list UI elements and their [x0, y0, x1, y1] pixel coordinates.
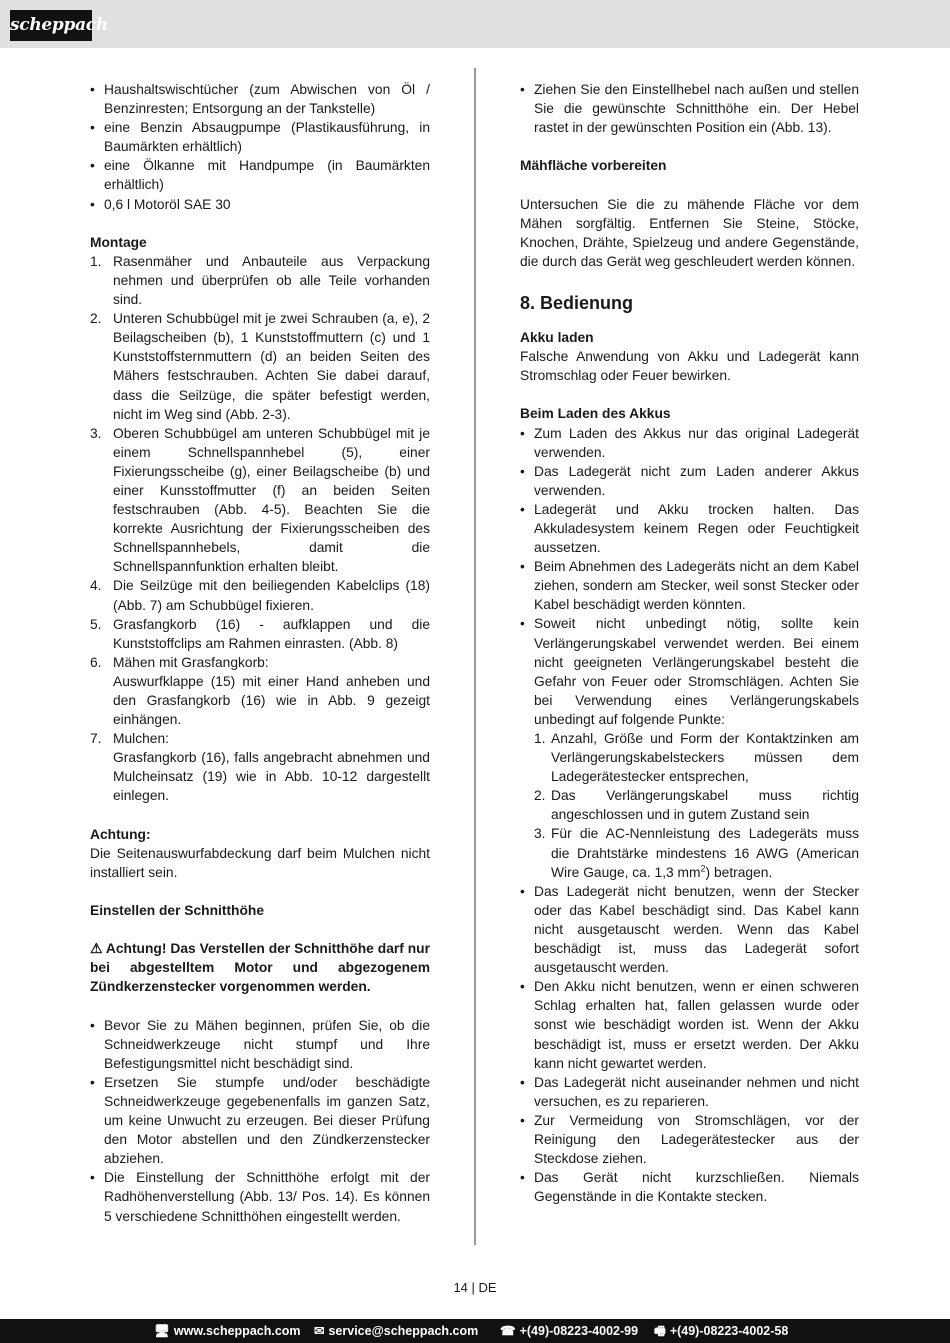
list-item: • Zum Laden des Akkus nur das original Ladegerät verwenden.	[520, 424, 859, 462]
footer-website[interactable]: 🖥 www.scheppach.com	[154, 1319, 301, 1343]
list-item: • Beim Abnehmen des Ladegeräts nicht an dem Kabel ziehen, sondern am Stecker, weil sonst Stecker oder Kabel beschädigt werden könnten.	[520, 557, 859, 614]
list-item: 4. Die Seilzüge mit den beiliegenden Kabelclips (18) (Abb. 7) am Schubbügel fixieren.	[90, 578, 430, 613]
list-item: 5. Grasfangkorb (16) - aufklappen und die Kunststoffclips am Rahmen einrasten. (Abb. 8)	[90, 616, 430, 651]
list-item: • Das Gerät nicht kurzschließen. Niemals Gegenstände in die Kontakte stecken.	[520, 1168, 859, 1206]
footer-phone: ☎ +(49)-08223-4002-99	[500, 1319, 638, 1343]
list-item: 1. Anzahl, Größe und Form der Kontaktzinken am Verlängerungskabelsteckers müssen dem Ladegerätestecker entsprechen,	[534, 731, 859, 785]
list-item: • Den Akku nicht benutzen, wenn er einen schweren Schlag erhalten hat, fallen gelassen wurde oder sonst wie beschädigt worden ist. Wenn der Akku beschädigt ist, muss er ersetzt werden. Der Akku kann nicht gewartet werden.	[520, 977, 859, 1072]
schnitthoehe-bullet-list	[90, 1016, 430, 1226]
warning-note: ⚠ Achtung! Das Verstellen der Schnitthöhe darf nur bei abgestelltem Motor und abgezogenem Zündkerzenstecker vorgenommen werden.	[90, 941, 430, 995]
list-item: • Soweit nicht unbedingt nötig, sollte kein Verlängerungskabel verwendet werden. Bei einem nicht geeigneten Verlängerungskabel besteht die Gefahr von Feuer oder Stromschlägen. Achten Sie bei Verwendung eines Verlängerungskabels unbedingt auf folgende Punkte: 1. Anzahl, Größe und Form der Kontaktzinken am Verlängerungskabelsteckers müssen dem Ladegerätestecker entsprechen, 2. Das Verlängerungskabel muss richtig angeschlossen und in gutem Zustand sein 3. Für die AC-Nennleistung des Ladegeräts muss die Drahtstärke mindestens 16 AWG (American Wire Gauge, ca. 1,3 $mm^2$) betragen.	[520, 614, 859, 881]
extension-cable-points	[534, 729, 859, 882]
page-number: 14 | DE	[453, 1280, 497, 1295]
laden-bullet-list	[520, 424, 859, 1207]
laden-heading: Beim Laden des Akkus	[520, 406, 671, 422]
footer-fax: 🖷 +(49)-08223-4002-58	[654, 1319, 788, 1343]
list-item: • Ersetzen Sie stumpfe und/oder beschädigte Schneidwerkzeuge gegebenenfalls im ganzen Satz, um keine Unwucht zu erzeugen. Bei dieser Prüfung den Motor abstellen und den Zündkerzenstecker abziehen.	[90, 1073, 430, 1168]
montage-heading: Montage	[90, 234, 147, 250]
list-item: 3. Oberen Schubbügel am unteren Schubbügel mit je einem Schnellspannhebel (5), einer Fixierungsscheibe (g), einer Beilagscheibe (b) und einer Kunsstoffmutter (f) an beiden Seiten festschrauben (Abb. 4-5). Beachten Sie die korrekte Ausrichtung der Fixierungsscheiben des Schnellspannhebels, damit die Schnellspannfunktion erhalten bleibt.	[90, 425, 430, 575]
list-item: 6. Mähen mit Grasfangkorb: Auswurfklappe (15) mit einer Hand anheben und den Grasfangkorb (16) wie in Abb. 9 gezeigt einhängen.	[90, 654, 430, 728]
warning-icon: ⚠	[90, 941, 103, 957]
top-bullet-list	[520, 80, 859, 137]
list-item: 1. Rasenmäher und Anbauteile aus Verpackung nehmen und überprüfen ob alle Teile vorhanden sind.	[90, 253, 430, 308]
achtung-heading: Achtung:	[90, 826, 151, 842]
brand-logo: scheppach	[10, 10, 92, 41]
akku-text: Falsche Anwendung von Akku und Ladegerät kann Stromschlag oder Feuer bewirken.	[520, 349, 859, 384]
footer-bar	[0, 1319, 950, 1343]
list-item: 7. Mulchen: Grasfangkorb (16), falls angebracht abnehmen und Mulcheinsatz (19) wie in Abb. 10-12 dargestellt einlegen.	[90, 731, 430, 804]
column-divider	[474, 68, 476, 1245]
phone-icon: ☎	[500, 1324, 516, 1338]
list-item: • Zur Vermeidung von Stromschlägen, vor der Reinigung den Ladegerätestecker aus der Steckdose ziehen.	[520, 1111, 859, 1168]
left-column	[90, 80, 430, 1226]
akku-heading: Akku laden	[520, 330, 594, 346]
right-column	[520, 80, 859, 1206]
monitor-icon: 🖥	[154, 1324, 170, 1338]
list-item: 3. Für die AC-Nennleistung des Ladegeräts muss die Drahtstärke mindestens 16 AWG (American Wire Gauge, ca. 1,3 $mm^2$) betragen.	[534, 826, 859, 880]
maehflaeche-heading: Mähfläche vorbereiten	[520, 158, 667, 174]
list-item: • Die Einstellung der Schnitthöhe erfolgt mit der Radhöhenverstellung (Abb. 13/ Pos. 14). Es können 5 verschiedene Schnitthöhen eingestellt werden.	[90, 1168, 430, 1225]
list-item: • eine Benzin Absaugpumpe (Plastikausführung, in Baumärkten erhältlich)	[90, 118, 430, 156]
list-item: • Das Ladegerät nicht benutzen, wenn der Stecker oder das Kabel beschädigt sind. Das Kabel kann nicht ausgetauscht werden. Wenn das Kabel beschädigt ist, muss das Ladegerät sofort ausgetauscht werden.	[520, 882, 859, 977]
list-item: • Ladegerät und Akku trocken halten. Das Akkuladesystem keinem Regen oder Feuchtigkeit aussetzen.	[520, 500, 859, 557]
list-item: • Haushaltswischtücher (zum Abwischen von Öl / Benzinresten; Entsorgung an der Tankstelle)	[90, 80, 430, 118]
header-bar	[0, 0, 950, 48]
list-item: • Das Ladegerät nicht auseinander nehmen und nicht versuchen, es zu reparieren.	[520, 1073, 859, 1111]
achtung-text: Die Seitenauswurfabdeckung darf beim Mulchen nicht installiert sein.	[90, 845, 430, 880]
list-item: 2. Das Verlängerungskabel muss richtig angeschlossen und in gutem Zustand sein	[534, 788, 859, 823]
maehflaeche-text: Untersuchen Sie die zu mähende Fläche vor dem Mähen sorgfältig. Entfernen Sie Steine, Stöcke, Knochen, Drähte, Spielzeug und andere Gegenstände, die durch das Gerät weg geschleudert werden können.	[520, 196, 859, 269]
list-item: 2. Unteren Schubbügel mit je zwei Schrauben (a, e), 2 Beilagscheiben (b), 1 Kunststoffmuttern (c) und 1 Kunststoffsternmuttern (d) an beiden Seiten des Mähers festschrauben. Achten Sie dabei darauf, dass die Seilzüge, die später befestigt werden, nicht im Weg sind (Abb. 2-3).	[90, 311, 430, 422]
section-title: 8. Bedienung	[520, 293, 634, 314]
list-item: • Bevor Sie zu Mähen beginnen, prüfen Sie, ob die Schneidwerkzeuge nicht stumpf und Ihre Befestigungsmittel nicht beschädigt sind.	[90, 1016, 430, 1073]
list-item: • 0,6 l Motoröl SAE 30	[90, 195, 430, 214]
montage-steps	[90, 252, 430, 806]
schnitthoehe-heading: Einstellen der Schnitthöhe	[90, 903, 265, 919]
intro-bullet-list	[90, 80, 430, 214]
list-item: • Das Ladegerät nicht zum Laden anderer Akkus verwenden.	[520, 462, 859, 500]
list-item: • Ziehen Sie den Einstellhebel nach außen und stellen Sie die gewünschte Schnitthöhe ein. Der Hebel rastet in der gewünschten Position ein (Abb. 13).	[520, 80, 859, 137]
fax-icon: 🖷	[654, 1324, 666, 1338]
list-item: • eine Ölkanne mit Handpumpe (in Baumärkten erhältlich)	[90, 156, 430, 194]
footer-email[interactable]: ✉ service@scheppach.com	[314, 1319, 478, 1343]
mail-icon: ✉	[314, 1324, 325, 1338]
